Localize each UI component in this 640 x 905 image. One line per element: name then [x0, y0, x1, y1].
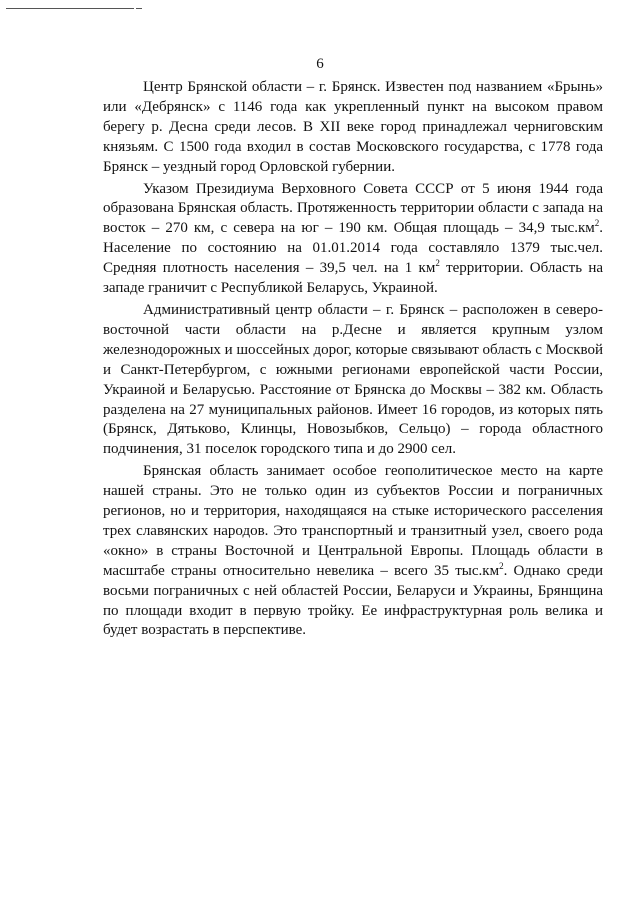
page-number: 6	[316, 56, 324, 72]
paragraph-text: . Население по состоянию на 01.01.2014 года составляло 1379 тыс.чел. Средняя плотность населения – 39,5 чел. на 1 км	[103, 220, 603, 277]
superscript: 2	[435, 258, 440, 269]
paragraph-2	[103, 180, 603, 299]
paragraph-4	[103, 462, 603, 641]
scan-edge-mark	[136, 8, 142, 9]
paragraph-1	[103, 78, 603, 178]
paragraph-text: Указом Президиума Верховного Совета СССР от 5 июня 1944 года образована Брянская область. Протяженность территории области с запада на восток – 270 км, с севера на юг – 190 км. Общая площадь – 34,9 тыс.км	[103, 180, 603, 237]
paragraph-text: Административный центр области – г. Брянск – расположен в северо-восточной части области на р.Десне и является крупным узлом железнодорожных и шоссейных дорог, которые связывают область с Москвой и Санкт-Петербургом, с южными регионами европейской части России, Украиной и Беларусью. Расстояние от Брянска до Москвы – 382 км. Область разделена на 27 муниципальных районов. Имеет 16 городов, из которых пять (Брянск, Дятьково, Клинцы, Новозыбков, Сельцо) – города областного подчинения, 31 поселок городского типа и до 2900 сел.	[103, 301, 603, 458]
paragraph-text: территории. Область на западе граничит с Республикой Беларусь, Украиной.	[103, 260, 604, 297]
superscript: 2	[594, 218, 600, 229]
superscript: 2	[499, 560, 504, 571]
paragraph-3	[103, 301, 603, 460]
document-body	[103, 78, 603, 643]
scan-edge-line	[6, 8, 134, 9]
paragraph-text: . Однако среди восьми пограничных с ней областей России, Беларуси и Украины, Брянщина по площади входит в первую тройку. Ее инфраструктурная роль велика и будет возрастать в перспективе.	[103, 562, 603, 639]
paragraph-text: Центр Брянской области – г. Брянск. Известен под названием «Брынь» или «Дебрянск» с 1146 года как укрепленный пункт на высоком правом берегу р. Десна среди лесов. В XII веке город принадлежал черниговским князьям. С 1500 года входил в состав Московского государства, с 1778 года Брянск – уездный город Орловской губернии.	[103, 79, 603, 175]
paragraph-text: Брянская область занимает особое геополитическое место на карте нашей страны. Это не только один из субъектов России и пограничных регионов, но и территория, находящаяся на стыке исторического расселения трех славянских народов. Это транспортный и транзитный узел, своего рода «окно» в страны Восточной и Центральной Европы. Площадь области в масштабе страны относительно невелика – всего 35 тыс.км	[103, 463, 603, 579]
